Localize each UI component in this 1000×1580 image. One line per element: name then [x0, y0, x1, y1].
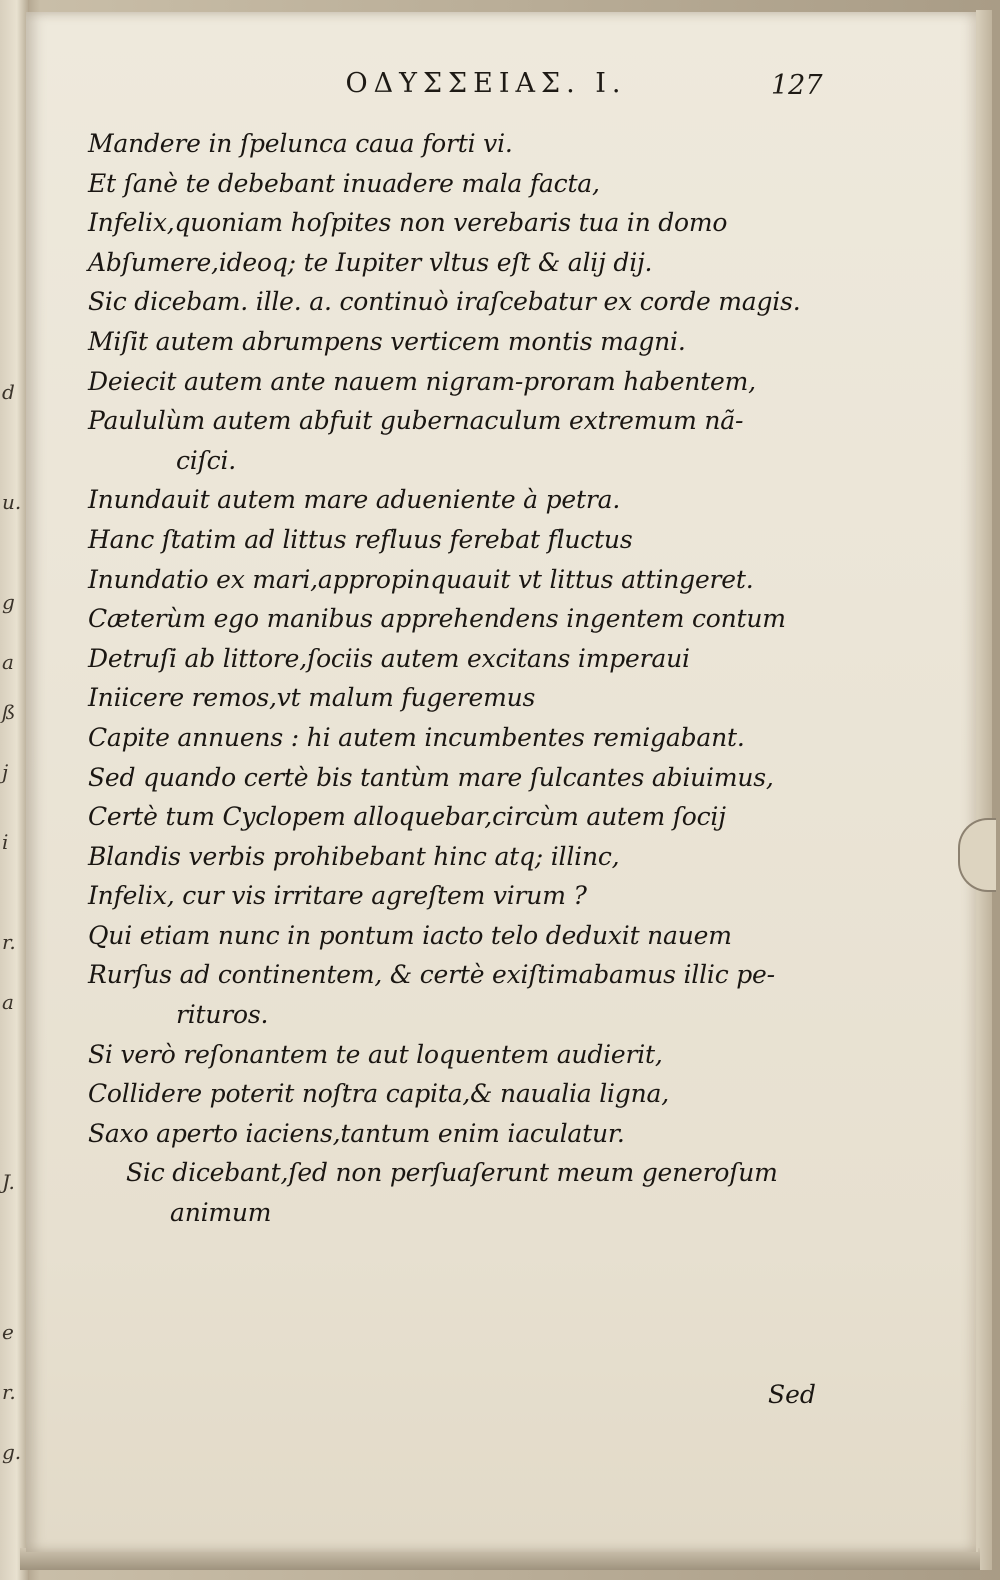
verse-continuation: animum: [170, 1198, 272, 1228]
verse-line: Infelix, cur vis irritare agreſtem virum ?: [88, 881, 587, 911]
verse-line: Capite annuens : hi autem incumbentes remigabant.: [88, 722, 745, 752]
margin-fragment: a: [2, 650, 14, 674]
verse-line: Deiecit autem ante nauem nigram-proram habentem,: [88, 366, 756, 396]
verse-block: [88, 124, 878, 1233]
verse-line: Sed quando certè bis tantùm mare ſulcantes abiuimus,: [88, 762, 774, 792]
verse-line: Collidere poterit noſtra capita,& naualia ligna,: [88, 1079, 669, 1109]
verse-continuation: rituros.: [176, 1000, 269, 1030]
margin-fragment: J.: [2, 1170, 15, 1194]
verse-line: Hanc ſtatim ad littus refluus ferebat fluctus: [88, 524, 633, 554]
verse-line: Sic dicebam. ille. a. continuò iraſcebatur ex corde magis.: [88, 287, 801, 317]
verse-line: Abſumere,ideoq; te Iupiter vltus eſt & alij dij.: [88, 247, 653, 277]
page-header: [26, 68, 976, 108]
verse-line: Saxo aperto iaciens,tantum enim iaculatur.: [88, 1118, 625, 1148]
margin-fragment: r.: [2, 930, 16, 954]
verse-line: Cæterùm ego manibus apprehendens ingentem contum: [88, 604, 786, 634]
page-number: 127: [771, 70, 823, 101]
margin-fragment: a: [2, 990, 14, 1014]
verse-line-indented: Sic dicebant,ſed non perſuaſerunt meum generoſum: [126, 1158, 778, 1188]
verse-line: Miſit autem abrumpens verticem montis magni.: [88, 326, 686, 356]
margin-fragment: u.: [2, 490, 22, 514]
verse-line: Mandere in ſpelunca caua forti vi.: [88, 129, 513, 158]
margin-fragment: g: [2, 590, 15, 614]
margin-fragment: i: [2, 830, 9, 854]
verse-line: Detruſi ab littore,ſociis autem excitans imperaui: [88, 643, 690, 673]
verse-line: Certè tum Cyclopem alloquebar,circùm autem ſocij: [88, 802, 726, 832]
running-head: ΟΔΥΣΣΕΙΑΣ. Ι.: [345, 68, 627, 99]
facing-page-edge: [0, 0, 28, 1580]
margin-fragment: g.: [2, 1440, 22, 1464]
margin-fragment: d: [2, 380, 15, 404]
catchword: Sed: [768, 1380, 816, 1409]
verse-continuation: ciſci.: [176, 445, 236, 475]
verse-line: Rurſus ad continentem, & certè exiſtimabamus illic pe-: [88, 960, 775, 990]
margin-fragment: j: [2, 760, 9, 784]
book-page: [26, 12, 978, 1552]
verse-line: Blandis verbis prohibebant hinc atq; illinc,: [88, 841, 620, 871]
margin-fragment: ß: [2, 700, 16, 724]
verse-line: Qui etiam nunc in pontum iacto telo deduxit nauem: [88, 920, 732, 950]
verse-line: Infelix,quoniam hoſpites non verebaris tua in domo: [88, 208, 728, 238]
verse-line: Iniicere remos,vt malum fugeremus: [88, 683, 536, 713]
verse-line: Si verò reſonantem te aut loquentem audierit,: [88, 1039, 663, 1069]
verse-line: Inundatio ex mari,appropinquauit vt littus attingeret.: [88, 564, 754, 594]
page-stack-edge: [976, 10, 992, 1570]
verse-line: Paululùm autem abfuit gubernaculum extremum nã-: [88, 406, 744, 436]
margin-fragment: r.: [2, 1380, 16, 1404]
verse-line: Et ſanè te debebant inuadere mala facta,: [88, 168, 600, 198]
verse-line: Inundauit autem mare adueniente à petra.: [88, 485, 621, 515]
margin-fragment: e: [2, 1320, 14, 1344]
